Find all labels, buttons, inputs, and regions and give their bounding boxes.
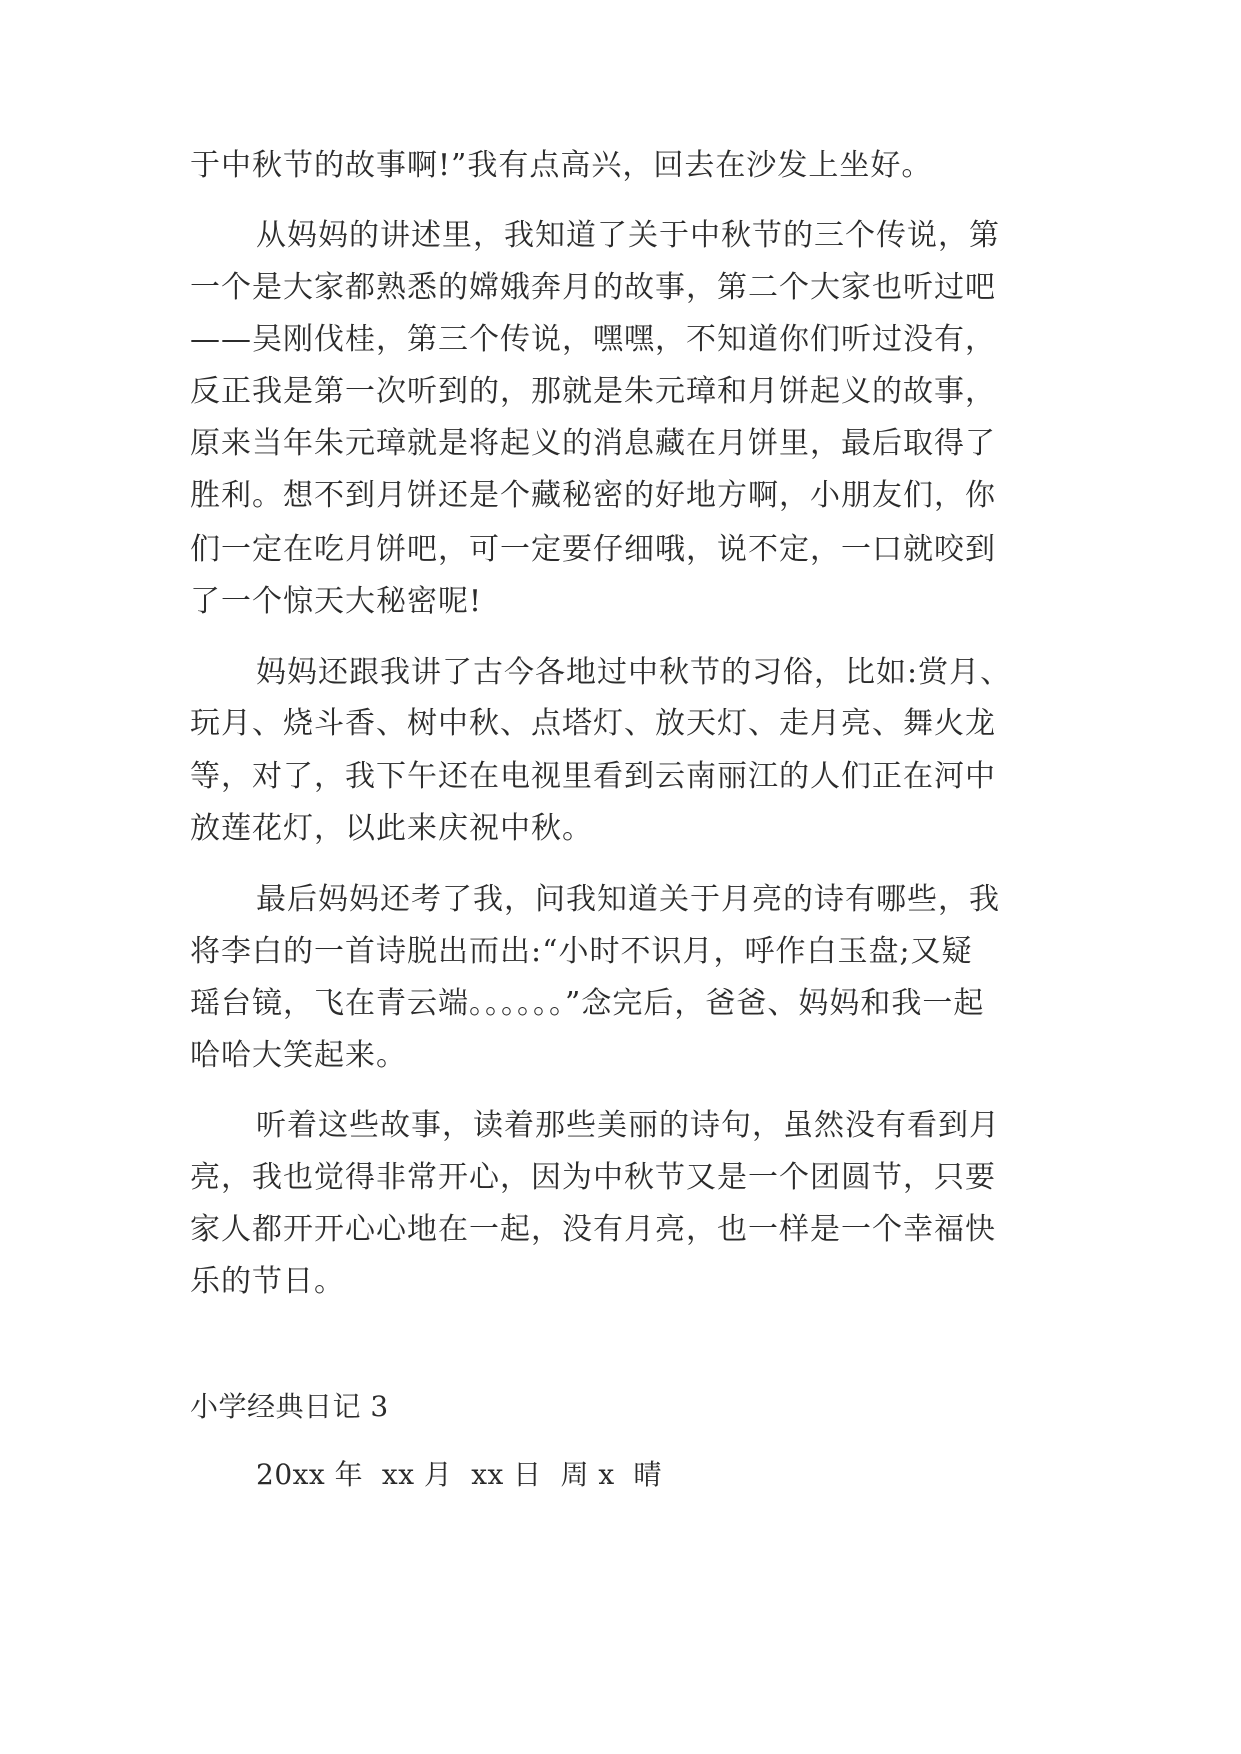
section-title: 小学经典日记 3 <box>190 1390 389 1423</box>
paragraph-line: 等，对了，我下午还在电视里看到云南丽江的人们正在河中 <box>190 759 996 794</box>
paragraph-line: 一个是大家都熟悉的嫦娥奔月的故事，第二个大家也听过吧 <box>190 270 996 305</box>
date-line: 20xx 年 xx 月 xx 日 周 x 晴 <box>256 1458 662 1491</box>
paragraph-line: 了一个惊天大秘密呢! <box>190 584 483 619</box>
paragraph-line: 胜利。想不到月饼还是个藏秘密的好地方啊，小朋友们，你 <box>190 478 996 513</box>
paragraph-line: 们一定在吃月饼吧，可一定要仔细哦，说不定，一口就咬到 <box>190 532 996 567</box>
paragraph-line: 乐的节日。 <box>190 1264 345 1299</box>
paragraph-line: 玩月、烧斗香、树中秋、点塔灯、放天灯、走月亮、舞火龙 <box>190 706 996 741</box>
paragraph-line: 于中秋节的故事啊!”我有点高兴，回去在沙发上坐好。 <box>190 148 933 183</box>
paragraph-line: 哈哈大笑起来。 <box>190 1038 407 1073</box>
paragraph-line: 反正我是第一次听到的，那就是朱元璋和月饼起义的故事， <box>190 374 996 409</box>
paragraph-line: 从妈妈的讲述里，我知道了关于中秋节的三个传说，第 <box>256 218 1000 253</box>
paragraph-line: 放莲花灯，以此来庆祝中秋。 <box>190 811 593 846</box>
paragraph-line: 妈妈还跟我讲了古今各地过中秋节的习俗，比如:赏月、 <box>256 655 1012 690</box>
paragraph-line: 原来当年朱元璋就是将起义的消息藏在月饼里，最后取得了 <box>190 426 996 461</box>
paragraph-line: 最后妈妈还考了我，问我知道关于月亮的诗有哪些，我 <box>256 882 1000 917</box>
paragraph-line: 将李白的一首诗脱出而出:“小时不识月，呼作白玉盘;又疑 <box>190 934 973 969</box>
paragraph-line: 家人都开开心心地在一起，没有月亮，也一样是一个幸福快 <box>190 1212 996 1247</box>
paragraph-line: 听着这些故事，读着那些美丽的诗句，虽然没有看到月 <box>256 1108 1000 1143</box>
paragraph-line: ——吴刚伐桂，第三个传说，嘿嘿，不知道你们听过没有， <box>190 322 996 357</box>
paragraph-line: 瑶台镜，飞在青云端。。。。。。”念完后，爸爸、妈妈和我一起 <box>190 986 985 1021</box>
paragraph-line: 亮，我也觉得非常开心，因为中秋节又是一个团圆节，只要 <box>190 1160 996 1195</box>
